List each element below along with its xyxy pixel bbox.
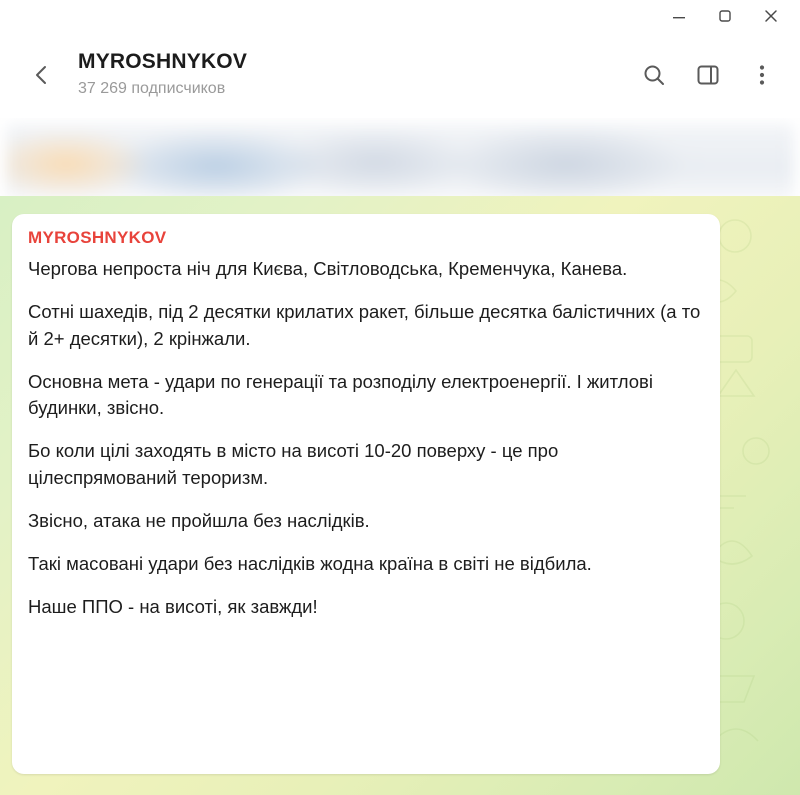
message-paragraph: Звісно, атака не пройшла без наслідків.: [28, 509, 370, 531]
chat-message-area: [0, 196, 800, 795]
page-title: MYROSHNYKOV: [78, 49, 248, 73]
blurred-content-strip: [0, 118, 800, 196]
back-arrow-icon[interactable]: [22, 55, 62, 95]
subscriber-count: 37 269 подписчиков: [78, 79, 226, 97]
header-actions: [634, 55, 782, 95]
message-paragraph: Наше ППО - на висоті, як завжди!: [28, 596, 318, 618]
close-button[interactable]: [748, 1, 794, 31]
minimize-button[interactable]: [656, 1, 702, 31]
message-container: [12, 214, 720, 774]
message-paragraph: Основна мета - удари по генерації та розподілу електроенергії. І житлові будинки, звісно.: [28, 370, 653, 419]
message-paragraph: Бо коли цілі заходять в місто на висоті 10-20 поверху - це про цілеспрямований тероризм.: [28, 440, 559, 488]
blurred-overlay: [6, 124, 794, 196]
message-paragraph: Чергова непроста ніч для Києва, Світловодська, Кременчука, Канева.: [28, 258, 628, 279]
message-author: MYROSHNYKOV: [28, 228, 167, 247]
maximize-button[interactable]: [702, 1, 748, 31]
chat-header-texts[interactable]: [78, 49, 634, 101]
window-titlebar: [0, 0, 800, 32]
message-paragraph: Сотні шахедів, під 2 десятки крилатих ракет, більше десятка балістичних (а то й 2+ десятки), 2 крінжали.: [28, 301, 701, 349]
chat-header: [0, 32, 800, 118]
search-icon[interactable]: [634, 55, 674, 95]
sidebar-toggle-icon[interactable]: [688, 55, 728, 95]
more-options-icon[interactable]: [742, 55, 782, 95]
chat-right-edge: [788, 196, 800, 795]
message-bubble[interactable]: [12, 214, 720, 774]
message-paragraph: Такі масовані удари без наслідків жодна країна в світі не відбила.: [28, 553, 592, 575]
